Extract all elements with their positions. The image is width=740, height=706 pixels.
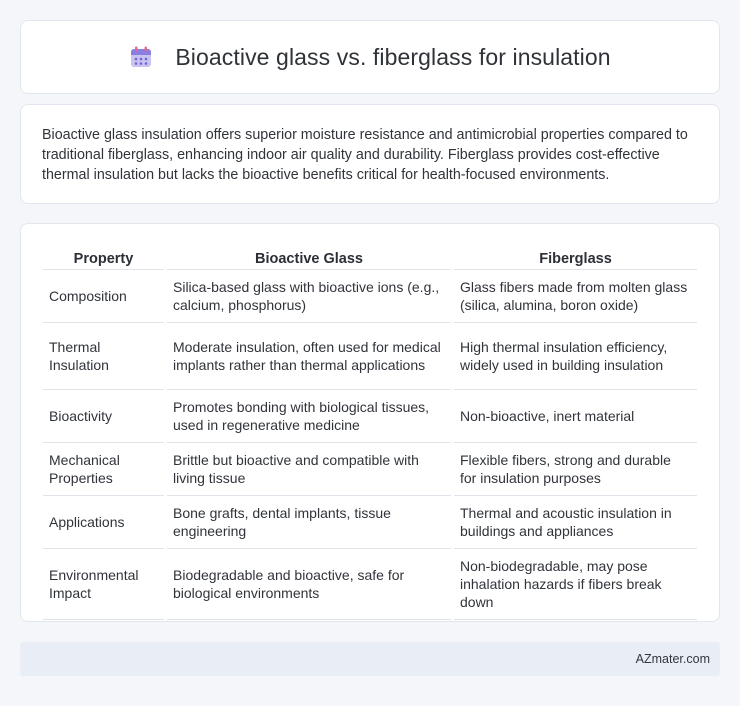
table-cell-bioactive-glass: Brittle but bioactive and compatible with living tissue [167,443,451,496]
table-row [43,270,697,323]
table-cell-bioactive-glass: Promotes bonding with biological tissues, used in regenerative medicine [167,390,451,443]
table-cell-fiberglass: Non-bioactive, inert material [454,390,697,443]
table-cell-bioactive-glass: Bone grafts, dental implants, tissue engineering [167,496,451,549]
table-cell-property: Environmental Impact [43,549,164,620]
table-row [43,390,697,443]
table-cell-fiberglass: Flexible fibers, strong and durable for insulation purposes [454,443,697,496]
comparison-table-card [20,223,720,622]
table-cell-property: Composition [43,270,164,323]
table-cell-property: Bioactivity [43,390,164,443]
table-row [43,443,697,496]
table-cell-fiberglass: High thermal insulation efficiency, widely used in building insulation [454,323,697,390]
header-bioactive-glass: Bioactive Glass [167,244,451,270]
table-header-row [43,244,697,270]
footer [20,642,720,676]
comparison-table [40,244,700,620]
summary-text: Bioactive glass insulation offers superior moisture resistance and antimicrobial properties compared to traditional fiberglass, enhancing indoor air quality and durability. Fiberglass provides cost-effective thermal insulation but lacks the bioactive benefits critical for health-focused environments. [42,127,688,183]
table-row [43,549,697,620]
header-fiberglass: Fiberglass [454,244,697,270]
header-property: Property [43,244,164,270]
table-cell-fiberglass: Non-biodegradable, may pose inhalation hazards if fibers break down [454,549,697,620]
table-cell-property: Thermal Insulation [43,323,164,390]
page-title: Bioactive glass vs. fiberglass for insulation [175,43,611,70]
table-cell-fiberglass: Glass fibers made from molten glass (silica, alumina, boron oxide) [454,270,697,323]
table-cell-bioactive-glass: Silica-based glass with bioactive ions (e.g., calcium, phosphorus) [167,270,451,323]
table-cell-bioactive-glass: Biodegradable and bioactive, safe for biological environments [167,549,451,620]
table-row [43,323,697,390]
table-row [43,496,697,549]
calendar-icon [129,45,153,69]
table-cell-fiberglass: Thermal and acoustic insulation in buildings and appliances [454,496,697,549]
footer-brand: AZmater.com [635,652,710,666]
table-cell-property: Mechanical Properties [43,443,164,496]
table-cell-bioactive-glass: Moderate insulation, often used for medical implants rather than thermal applications [167,323,451,390]
summary-card [20,104,720,204]
table-cell-property: Applications [43,496,164,549]
title-card [20,20,720,94]
